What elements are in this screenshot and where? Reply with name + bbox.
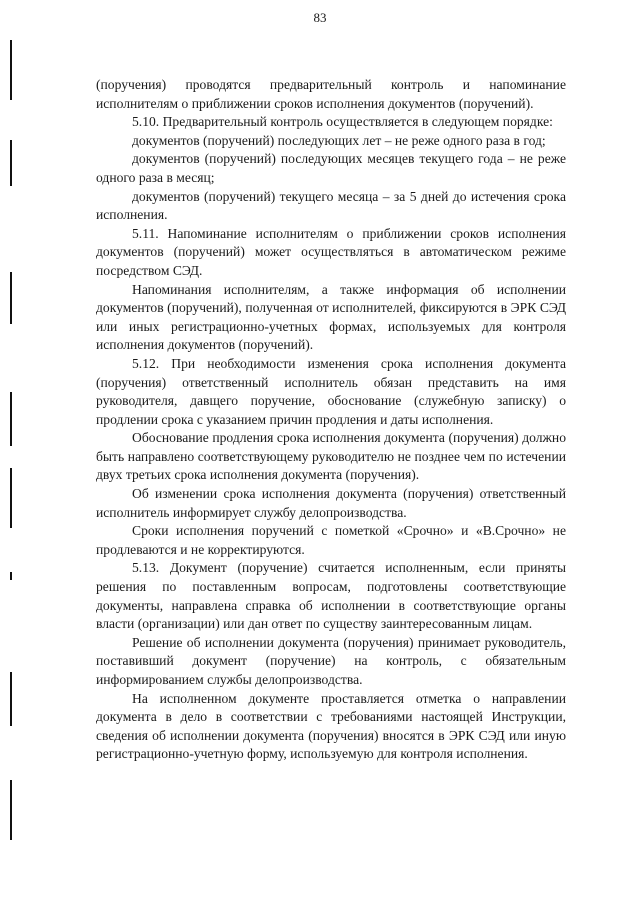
scan-edge-mark	[10, 672, 12, 726]
scan-edge-mark	[10, 40, 12, 100]
scan-edge-mark	[10, 392, 12, 446]
paragraph: 5.10. Предварительный контроль осуществляется в следующем порядке:	[132, 114, 553, 130]
scan-edge-mark	[10, 780, 12, 840]
paragraph: (поручения) проводятся предварительный контроль и напоминание исполнителям о приближении сроков исполнения документов (поручений).	[96, 77, 566, 111]
paragraph: Об изменении срока исполнения документа (поручения) ответственный исполнитель информирует службу делопроизводства.	[96, 486, 566, 520]
paragraph: Напоминания исполнителям, а также информация об исполнении документов (поручений), полученная от исполнителей, фиксируются в ЭРК СЭД или иных регистрационно-учетных формах, используемых для контроля исполнения документов (поручений).	[96, 281, 566, 353]
paragraph: Обоснование продления срока исполнения документа (поручения) должно быть направлено соответствующему руководителю не позднее чем по истечении двух третьих срока исполнения документа (поручения).	[96, 430, 566, 483]
paragraph: документов (поручений) текущего месяца – за 5 дней до истечения срока исполнения.	[96, 188, 566, 223]
paragraph: 5.13. Документ (поручение) считается исполненным, если приняты решения по поставленным вопросам, подготовлены соответствующие документы, направлена справка об исполнении в соответствующие органы власти (организации) или дан ответ по существу заинтересованным лицам.	[96, 560, 566, 632]
paragraph: Решение об исполнении документа (поручения) принимает руководитель, поставивший документ (поручение) на контроль, с обязательным информированием службы делопроизводства.	[96, 634, 566, 687]
scan-edge-mark	[10, 140, 12, 186]
paragraph: 5.11. Напоминание исполнителям о приближении сроков исполнения документов (поручений) может осуществляться в автоматическом режиме посредством СЭД.	[96, 225, 566, 278]
paragraph: 5.12. При необходимости изменения срока исполнения документа (поручения) ответственный исполнитель обязан представить на имя руководителя, давщего поручение, обоснование (служебную записку) о продлении срока с указанием причин продления и даты исполнения.	[96, 355, 566, 427]
page-number: 83	[313, 10, 327, 25]
paragraph: документов (поручений) последующих лет – не реже одного раза в год;	[132, 132, 546, 148]
scan-edge-mark	[10, 272, 12, 324]
paragraph: документов (поручений) последующих месяцев текущего года – не реже одного раза в месяц;	[96, 151, 566, 185]
document-body	[96, 76, 566, 764]
paragraph: Сроки исполнения поручений с пометкой «Срочно» и «В.Срочно» не продлеваются и не корректируются.	[96, 523, 566, 557]
paragraph: На исполненном документе проставляется отметка о направлении документа в дело в соответствии с требованиями настоящей Инструкции, сведения об исполнении документа (поручения) вносятся в ЭРК СЭД или иную регистрационно-учетную форму, используемую для контроля исполнения.	[96, 690, 566, 762]
scan-edge-mark	[10, 468, 12, 528]
scan-edge-mark	[10, 572, 12, 580]
